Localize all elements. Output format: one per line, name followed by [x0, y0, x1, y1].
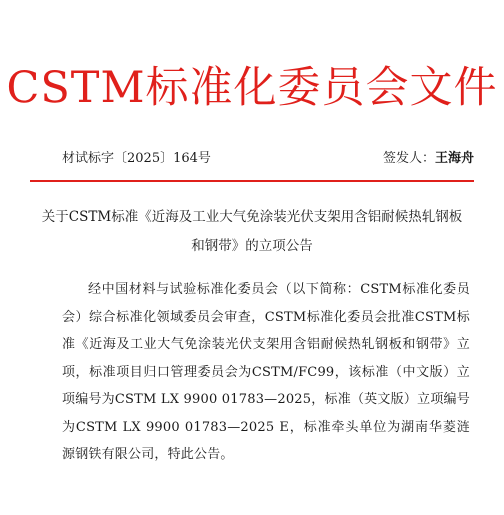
signer-label: 签发人：: [382, 151, 435, 166]
announcement-title: 关于CSTM标准《近海及工业大气免涂装光伏支架用含铝耐候热轧钢板和钢带》的立项公告: [41, 209, 463, 254]
signer: [383, 150, 474, 168]
document-number: 材试标字〔2025〕164号: [62, 151, 211, 166]
signer-name: 王海舟: [434, 151, 474, 166]
document-masthead: CSTM标准化委员会文件: [6, 63, 498, 113]
announcement-body: 经中国材料与试验标准化委员会（以下简称：CSTM标准化委员会）综合标准化领域委员会审查，CSTM标准化委员会批准CSTM标准《近海及工业大气免涂装光伏支架用含铝耐候热轧钢板和钢带》立项，标准项目归口管理委员会为CSTM/FC99，该标准（中文版）立项编号为CSTM LX 9900 01783—2025，标准（英文版）立项编号为CSTM LX 9900 01783—2025 E，标准牵头单位为湖南华菱涟源钢铁有限公司，特此公告。: [62, 282, 470, 462]
header-divider: [30, 180, 474, 182]
